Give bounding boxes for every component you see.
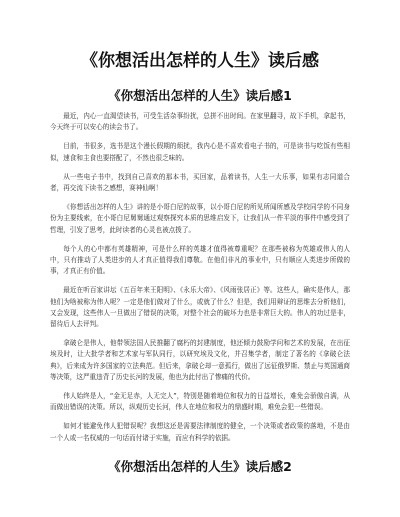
paragraph-5: 每个人的心中都有英雄精神，可是什么样的英雄才值得被尊重呢？在那些被称为英雄或伟人的人中，只有推动了人类进步的人才真正值得我们尊敬。在他们非凡的事业中，只有顺应人类进步所做的事，才真正有价值。	[50, 244, 350, 276]
paragraph-3: 从一些电子书中，找到自己喜欢的那本书，买回家，品着读书，人生一大乐事，如果有志同道合者，再交流下读书之感想，赛神仙啊！	[50, 172, 350, 193]
paragraph-8: 伟人始终是人，“金无足赤，人无完人”，特别是随着地位和权力的日益增长，难免会骄傲自满，从而做出错误的决策。所以，纵观历史长河，伟人在地位和权力的鼎盛时期，难免会犯一些错误。	[50, 392, 350, 412]
section-2-heading: 《你想活出怎样的人生》读后感2	[108, 458, 292, 474]
paragraph-4: 《你想活出怎样的人生》讲的是小哥白尼的故事，以小哥白尼的所见所闻所感及学校同学的不同身份为主要线索，在小哥白尼舅舅通过观察探究本质的思维启发下，让我们从一件平淡的事件中感受到了哲理，引发了思考，此时读者的心灵也被点拨了。	[50, 203, 350, 234]
paragraph-9: 如何才能避免伟人犯错误呢？我想这还是需要法律制度的健全，一个决策或者政策的落地，不是由一个人或一名权威的一句话而付诸于实施，而应有科学的依据。	[50, 422, 350, 442]
paragraph-2: 目前，书很多，选书是这个漫长假期的烦扰，我内心是不喜欢看电子书的，可是读书与吃饭有些相似，速食和主食也要搭配了，不然也很乏味的。	[50, 142, 350, 162]
paragraph-1: 最近，内心一直渴望读书，可受生活杂事纷扰，总拼不出时间。在家里翻寻，故下手机，拿起书，今天终于可以安心的读会书了。	[50, 112, 350, 132]
section-1-body	[50, 111, 350, 444]
paragraph-7: 拿破仑是伟人，他带领法国人民推翻了腐朽的封建制度，他还倾力鼓励学问和艺术的发展，在出征埃及时，让大批学者和艺术家与军队同行，以研究埃及文化，并召集学者，制定了著名的《拿破仑法典》，后来成为许多国家的立法典范。但后来，拿破仑却一意孤行，做出了远征俄罗斯、禁止与英国通商等决策，这严重违背了历史长河的发展，他也为此付出了惨痛的代价。	[50, 339, 351, 381]
document-title: 《你想活出怎样的人生》读后感	[81, 51, 319, 71]
section-1-heading: 《你想活出怎样的人生》读后感1	[108, 88, 292, 103]
paragraph-6: 最近在听百家讲坛《五百年来王阳明》、《永乐大帝》、《风雨张居正》等。这些人，确实是伟人，那他们为啥被称为伟人呢？一定是他们做对了什么，或就了什么？但是，我们用辩证的思维去分析他们，又会发现，这些伟人一旦做出了错误的决策，对整个社会的破坏力也是非常巨大的。伟人的功过是非，留待后人去评判。	[50, 286, 350, 329]
